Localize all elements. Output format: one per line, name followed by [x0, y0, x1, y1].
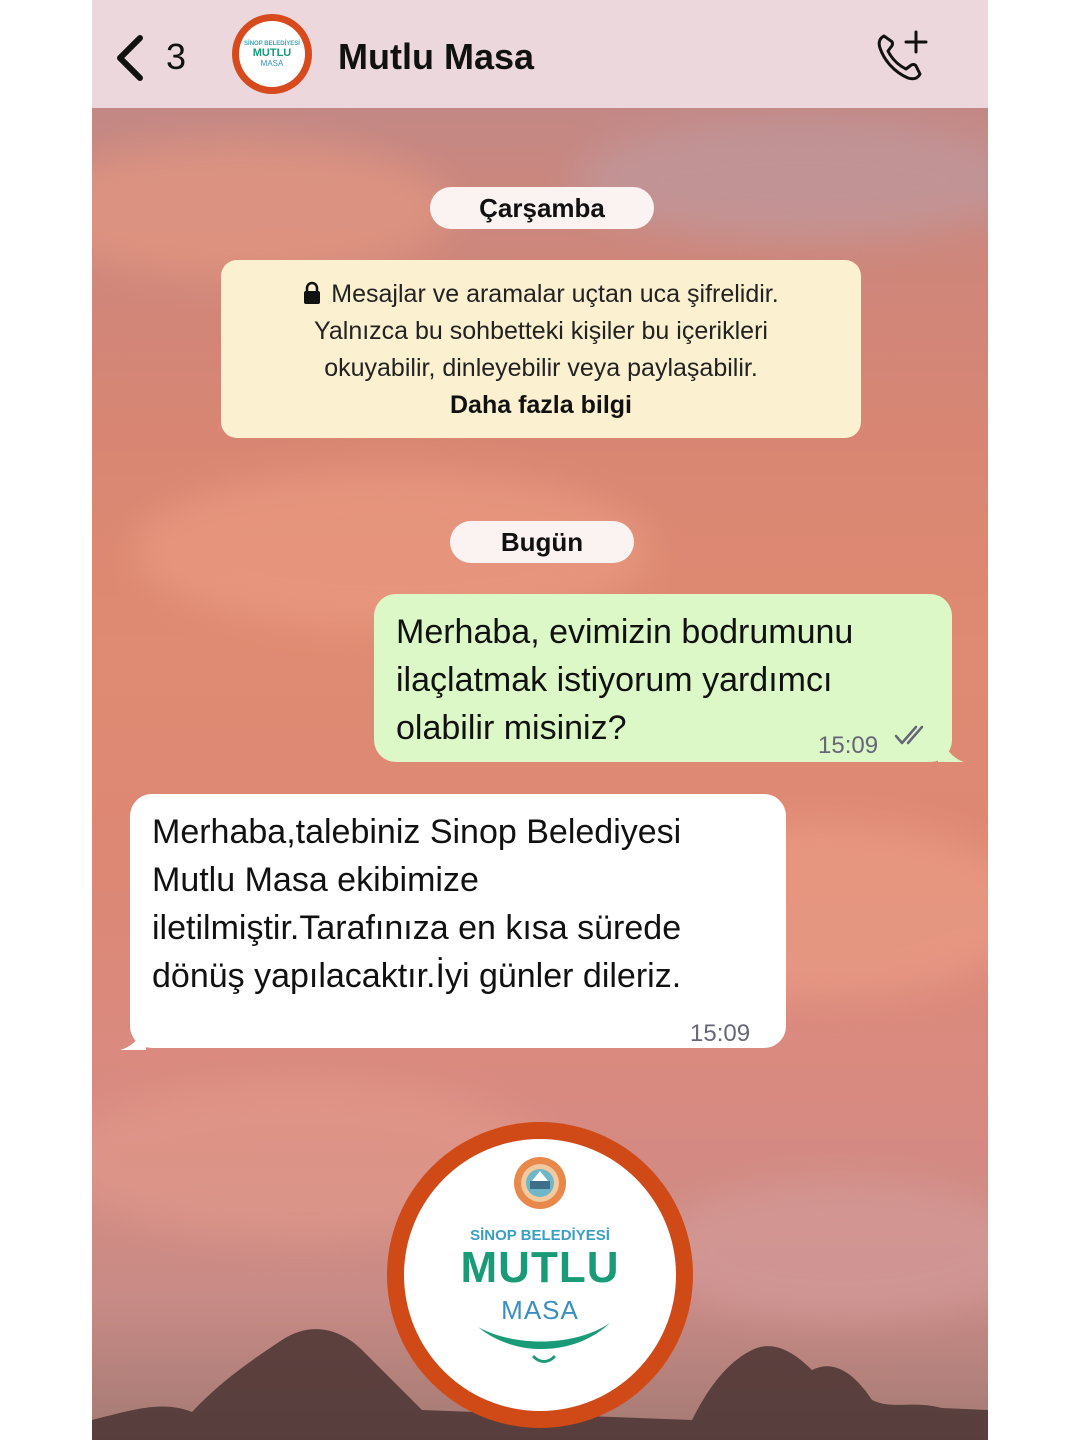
- sky-cloud: [92, 140, 452, 280]
- message-line: ilaçlatmak istiyorum yardımcı: [396, 661, 833, 699]
- logo-text-mutlu: MUTLU: [460, 1243, 620, 1292]
- message-line: Mutlu Masa ekibimize: [152, 861, 479, 899]
- incoming-message[interactable]: [130, 794, 786, 1048]
- lock-icon: [303, 281, 321, 305]
- message-line: olabilir misiniz?: [396, 709, 627, 747]
- message-time: 15:09: [690, 1020, 751, 1047]
- message-line: Merhaba, evimizin bodrumunu: [396, 613, 854, 651]
- chat-header: [92, 0, 988, 108]
- message-time: 15:09: [818, 732, 879, 759]
- chat-screen: [92, 0, 988, 1440]
- outgoing-message[interactable]: [374, 594, 952, 762]
- back-chevron-icon: [110, 30, 150, 86]
- logo-text-masa: MASA: [501, 1295, 579, 1325]
- unread-count: 3: [166, 36, 187, 77]
- encryption-notice-text1: Mesajlar ve aramalar uçtan uca şifrelidir.: [331, 280, 779, 308]
- sinop-seal-icon: [512, 1155, 568, 1211]
- date-separator-wednesday: Çarşamba: [430, 187, 654, 229]
- message-line: Merhaba,talebiniz Sinop Belediyesi: [152, 813, 682, 851]
- date-separator-today: Bugün: [450, 521, 634, 563]
- back-button[interactable]: [110, 30, 150, 86]
- add-call-button[interactable]: [872, 26, 932, 86]
- sky-cloud: [652, 1180, 988, 1320]
- contact-avatar[interactable]: [232, 14, 312, 94]
- double-check-icon: [894, 724, 930, 746]
- logo-text-municipality: SİNOP BELEDİYESİ: [470, 1227, 610, 1244]
- message-line: iletilmiştir.Tarafınıza en kısa sürede: [152, 909, 682, 947]
- contact-name[interactable]: Mutlu Masa: [338, 36, 535, 77]
- add-call-icon: [872, 26, 932, 86]
- avatar-text-line1: SİNOP BELEDİYESİ: [244, 40, 300, 47]
- mutlu-masa-logo: [387, 1122, 693, 1428]
- encryption-notice-line2: Yalnızca bu sohbetteki kişiler bu içerikleri: [314, 317, 768, 345]
- logo-smile-icon: [474, 1317, 614, 1367]
- encryption-notice-line3: okuyabilir, dinleyebilir veya paylaşabilir.: [324, 354, 758, 382]
- avatar-text-line2: MUTLU: [252, 46, 292, 59]
- avatar-inner: [239, 21, 305, 87]
- avatar-text-line3: MASA: [260, 58, 284, 68]
- learn-more-link[interactable]: Daha fazla bilgi: [450, 391, 632, 419]
- logo-inner: [404, 1139, 676, 1411]
- message-line: dönüş yapılacaktır.İyi günler dileriz.: [152, 957, 682, 995]
- encryption-notice-line1: [221, 276, 861, 313]
- encryption-notice[interactable]: [221, 260, 861, 438]
